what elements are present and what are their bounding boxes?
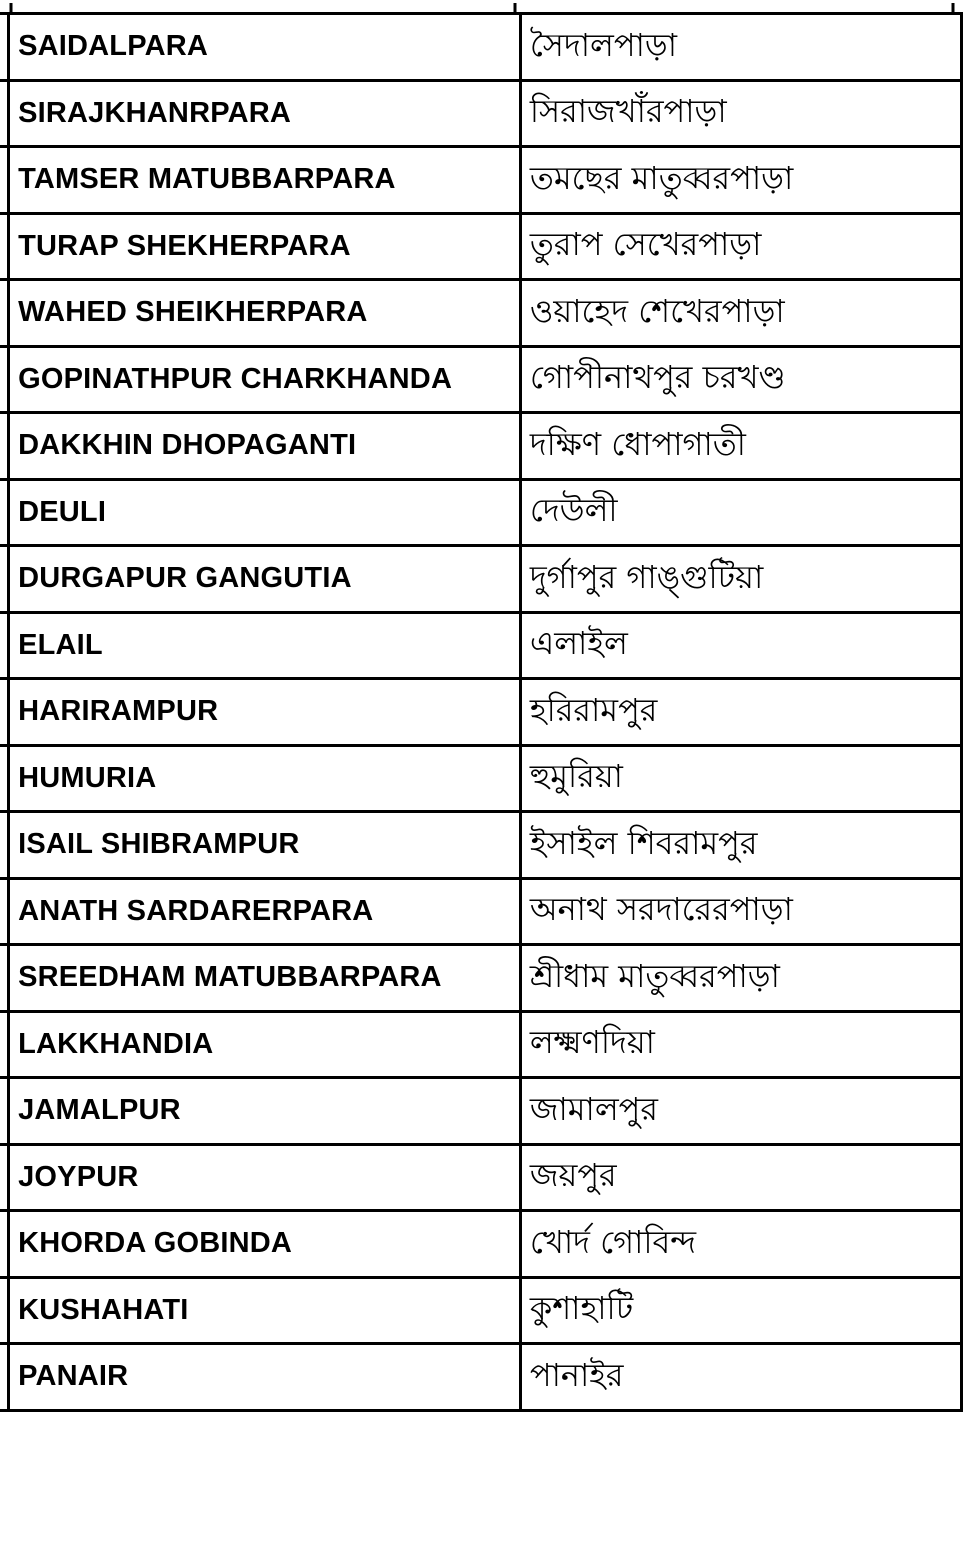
english-name-cell: TURAP SHEKHERPARA [9, 213, 521, 280]
table-row [0, 812, 962, 879]
place-names-table-container [0, 12, 963, 1412]
row-margin-cell [0, 413, 9, 480]
english-name-cell: LAKKHANDIA [9, 1011, 521, 1078]
english-name-cell: ISAIL SHIBRAMPUR [9, 812, 521, 879]
bengali-name-cell: দুর্গাপুর গাঙ্গুটিয়া [520, 546, 961, 613]
table-row [0, 1344, 962, 1411]
previous-row-cut-off [0, 0, 966, 12]
bengali-name-cell: জয়পুর [520, 1144, 961, 1211]
table-row [0, 479, 962, 546]
table-row [0, 1211, 962, 1278]
row-margin-cell [0, 546, 9, 613]
row-margin-cell [0, 878, 9, 945]
english-name-cell: WAHED SHEIKHERPARA [9, 280, 521, 347]
row-margin-cell [0, 1011, 9, 1078]
table-row [0, 413, 962, 480]
row-margin-cell [0, 147, 9, 214]
english-name-cell: DAKKHIN DHOPAGANTI [9, 413, 521, 480]
bengali-name-cell: তুরাপ সেখেরপাড়া [520, 213, 961, 280]
bengali-name-cell: জামালপুর [520, 1078, 961, 1145]
bengali-name-cell: শ্রীধাম মাতুব্বরপাড়া [520, 945, 961, 1012]
table-row [0, 945, 962, 1012]
bengali-name-cell: খোর্দ গোবিন্দ [520, 1211, 961, 1278]
row-margin-cell [0, 14, 9, 81]
table-row [0, 213, 962, 280]
place-names-table [0, 12, 963, 1412]
english-name-cell: HARIRAMPUR [9, 679, 521, 746]
row-margin-cell [0, 280, 9, 347]
row-margin-cell [0, 679, 9, 746]
english-name-cell: PANAIR [9, 1344, 521, 1411]
english-name-cell: SIRAJKHANRPARA [9, 80, 521, 147]
row-margin-cell [0, 1277, 9, 1344]
row-margin-cell [0, 1078, 9, 1145]
bengali-name-cell: পানাইর [520, 1344, 961, 1411]
table-row [0, 1144, 962, 1211]
table-row [0, 147, 962, 214]
bengali-name-cell: সৈদালপাড়া [520, 14, 961, 81]
english-name-cell: ANATH SARDARERPARA [9, 878, 521, 945]
table-row [0, 14, 962, 81]
bengali-name-cell: অনাথ সরদারেরপাড়া [520, 878, 961, 945]
bengali-name-cell: দেউলী [520, 479, 961, 546]
english-name-cell: HUMURIA [9, 745, 521, 812]
row-margin-cell [0, 945, 9, 1012]
bengali-name-cell: হুমুরিয়া [520, 745, 961, 812]
row-margin-cell [0, 213, 9, 280]
row-margin-cell [0, 612, 9, 679]
table-row [0, 80, 962, 147]
english-name-cell: GOPINATHPUR CHARKHANDA [9, 346, 521, 413]
bengali-name-cell: কুশাহাটি [520, 1277, 961, 1344]
english-name-cell: KUSHAHATI [9, 1277, 521, 1344]
bengali-name-cell: সিরাজখাঁরপাড়া [520, 80, 961, 147]
table-row [0, 1078, 962, 1145]
row-margin-cell [0, 479, 9, 546]
table-top-border [0, 3, 966, 12]
table-row [0, 745, 962, 812]
row-margin-cell [0, 346, 9, 413]
table-row [0, 1011, 962, 1078]
row-margin-cell [0, 80, 9, 147]
table-row [0, 679, 962, 746]
english-name-cell: JAMALPUR [9, 1078, 521, 1145]
english-name-cell: DURGAPUR GANGUTIA [9, 546, 521, 613]
english-name-cell: SAIDALPARA [9, 14, 521, 81]
english-name-cell: DEULI [9, 479, 521, 546]
english-name-cell: SREEDHAM MATUBBARPARA [9, 945, 521, 1012]
bengali-name-cell: লক্ষ্মণদিয়া [520, 1011, 961, 1078]
bengali-name-cell: দক্ষিণ ধোপাগাতী [520, 413, 961, 480]
bengali-name-cell: এলাইল [520, 612, 961, 679]
table-row [0, 546, 962, 613]
row-margin-cell [0, 812, 9, 879]
english-name-cell: TAMSER MATUBBARPARA [9, 147, 521, 214]
english-name-cell: ELAIL [9, 612, 521, 679]
table-body [0, 14, 962, 1411]
row-margin-cell [0, 1144, 9, 1211]
table-row [0, 280, 962, 347]
bengali-name-cell: ওয়াহেদ শেখেরপাড়া [520, 280, 961, 347]
table-row [0, 612, 962, 679]
table-row [0, 1277, 962, 1344]
bengali-name-cell: ইসাইল শিবরামপুর [520, 812, 961, 879]
row-margin-cell [0, 745, 9, 812]
row-margin-cell [0, 1211, 9, 1278]
table-row [0, 878, 962, 945]
row-margin-cell [0, 1344, 9, 1411]
english-name-cell: JOYPUR [9, 1144, 521, 1211]
bengali-name-cell: গোপীনাথপুর চরখণ্ড [520, 346, 961, 413]
bengali-name-cell: হরিরামপুর [520, 679, 961, 746]
table-row [0, 346, 962, 413]
bengali-name-cell: তমছের মাতুব্বরপাড়া [520, 147, 961, 214]
english-name-cell: KHORDA GOBINDA [9, 1211, 521, 1278]
